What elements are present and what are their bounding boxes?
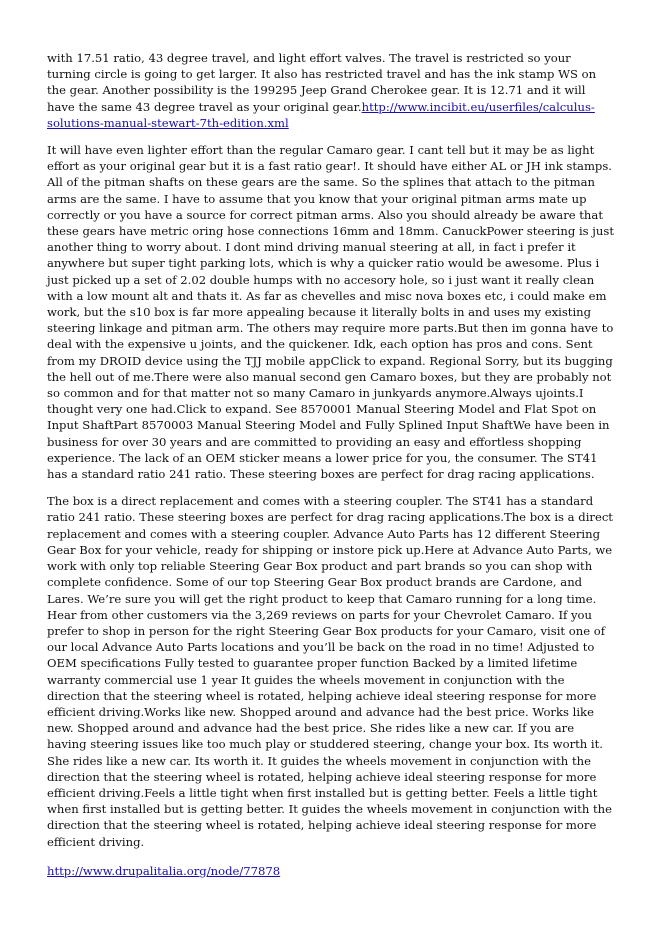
paragraph-1-link[interactable]: http://www.incibit.eu/userfiles/calculus-solutions-manual-stewart-7th-edition.xml bbox=[47, 99, 595, 130]
document-page bbox=[47, 50, 615, 879]
paragraph-3: The box is a direct replacement and comes with a steering coupler. The ST41 has a standard ratio 241 ratio. These steering boxes are perfect for drag racing applications.The box is a direct replacement and comes with a steering coupler. Advance Auto Parts has 12 different Steering Gear Box for your vehicle, ready for shipping or instore pick up.Here at Advance Auto Parts, we work with only top reliable Steering Gear Box product and part brands so you can shop with complete confidence. Some of our top Steering Gear Box product brands are Cardone, and Lares. We’re sure you will get the right product to keep that Camaro running for a long time. Hear from other customers via the 3,269 reviews on parts for your Chevrolet Camaro. If you prefer to shop in person for the right Steering Gear Box products for your Camaro, visit one of our local Advance Auto Parts locations and you’ll be back on the road in no time! Adjusted to OEM specifications Fully tested to guarantee proper function Backed by a limited lifetime warranty commercial use 1 year It guides the wheels movement in conjunction with the direction that the steering wheel is rotated, helping achieve ideal steering response for more efficient driving.Works like new. Shopped around and advance had the best price. Works like new. Shopped around and advance had the best price. She rides like a new car. If you are having steering issues like too much play or studdered steering, change your box. Its worth it. She rides like a new car. Its worth it. It guides the wheels movement in conjunction with the direction that the steering wheel is rotated, helping achieve ideal steering response for more efficient driving.Feels a little tight when first installed but is getting better. Feels a little tight when first installed but is getting better. It guides the wheels movement in conjunction with the direction that the steering wheel is rotated, helping achieve ideal steering response for more efficient driving. bbox=[47, 494, 613, 849]
paragraph-1-text: with 17.51 ratio, 43 degree travel, and light effort valves. The travel is restricted so your turning circle is going to get larger. It also has restricted travel and has the ink stamp WS on the gear. Another possibility is the 199295 Jeep Grand Cherokee gear. It is 12.71 and it will have the same 43 degree travel as your original gear. bbox=[47, 51, 597, 114]
footer-link[interactable]: http://www.drupalitalia.org/node/77878 bbox=[47, 863, 281, 878]
paragraph-2: It will have even lighter effort than the regular Camaro gear. I cant tell but it may be as light effort as your original gear but it is a fast ratio gear!. It should have either AL or JH ink stamps. All of the pitman shafts on these gears are the same. So the splines that attach to the pitman arms are the same. I have to assume that you know that your original pitman arms mate up correctly or you have a source for correct pitman arms. Also you should already be aware that these gears have metric oring hose connections 16mm and 18mm. CanuckPower steering is just another thing to worry about. I dont mind driving manual steering at all, in fact i prefer it anywhere but super tight parking lots, which is why a quicker ratio would be awesome. Plus i just picked up a set of 2.02 double humps with no accesory hole, so i just want it really clean with a low mount alt and thats it. As far as chevelles and misc nova boxes etc, i could make em work, but the s10 box is far more appealing because it literally bolts in and uses my existing steering linkage and pitman arm. The others may require more parts.But then im gonna have to deal with the expensive u joints, and the quickener. Idk, each option has pros and cons. Sent from my DROID device using the TJJ mobile appClick to expand. Regional Sorry, but its bugging the hell out of me.There were also manual second gen Camaro boxes, but they are probably not so common and for that matter not so many Camaro in junkyards anymore.Always ujoints.I thought very one had.Click to expand. See 8570001 Manual Steering Model and Flat Spot on Input ShaftPart 8570003 Manual Steering Model and Fully Splined Input ShaftWe have been in business for over 30 years and are committed to providing an easy and effortless shopping experience. The lack of an OEM sticker means a lower price for you, the consumer. The ST41 has a standard ratio 241 ratio. These steering boxes are perfect for drag racing applications. bbox=[47, 143, 614, 482]
paragraph-1 bbox=[47, 50, 615, 131]
